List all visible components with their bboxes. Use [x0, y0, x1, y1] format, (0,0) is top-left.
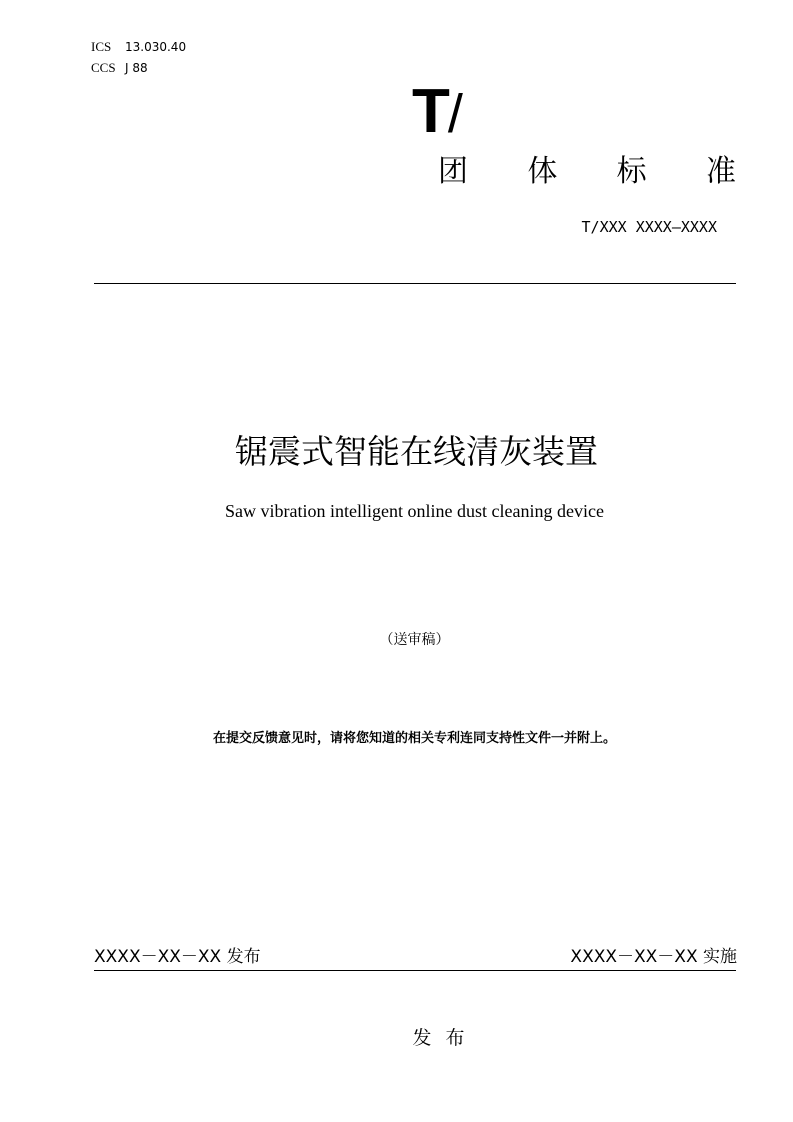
bottom-divider — [94, 970, 736, 971]
logo-letter: T — [412, 77, 448, 146]
patent-notice: 在提交反馈意见时，请将您知道的相关专利连同支持性文件一并附上。 — [212, 731, 616, 746]
ccs-value: J 88 — [125, 61, 148, 75]
logo-slash: / — [447, 84, 461, 144]
standard-type-char: 团 — [438, 154, 468, 189]
standard-type-char: 标 — [616, 154, 647, 189]
draft-status: （送审稿） — [379, 632, 450, 648]
ics-value: 13.030.40 — [125, 40, 187, 54]
ccs-code — [91, 61, 148, 75]
ics-code — [91, 40, 186, 54]
document-title-en: Saw vibration intelligent online dust cleaning device — [225, 501, 604, 521]
ccs-label: CCS — [91, 60, 116, 75]
standard-logo — [412, 76, 461, 150]
implementation-date: XXXX－XX－XX 实施 — [570, 947, 737, 967]
standard-type — [438, 152, 736, 192]
ics-label: ICS — [91, 39, 112, 54]
document-title-cn: 锯震式智能在线清灰装置 — [235, 432, 598, 471]
top-divider — [94, 283, 736, 284]
publisher-label: 发布 — [412, 1027, 479, 1049]
standard-type-char: 体 — [527, 154, 558, 189]
standard-number: T/XXX XXXX—XXXX — [581, 218, 717, 236]
publish-date: XXXX－XX－XX 发布 — [94, 947, 261, 967]
standard-type-char: 准 — [705, 154, 736, 189]
